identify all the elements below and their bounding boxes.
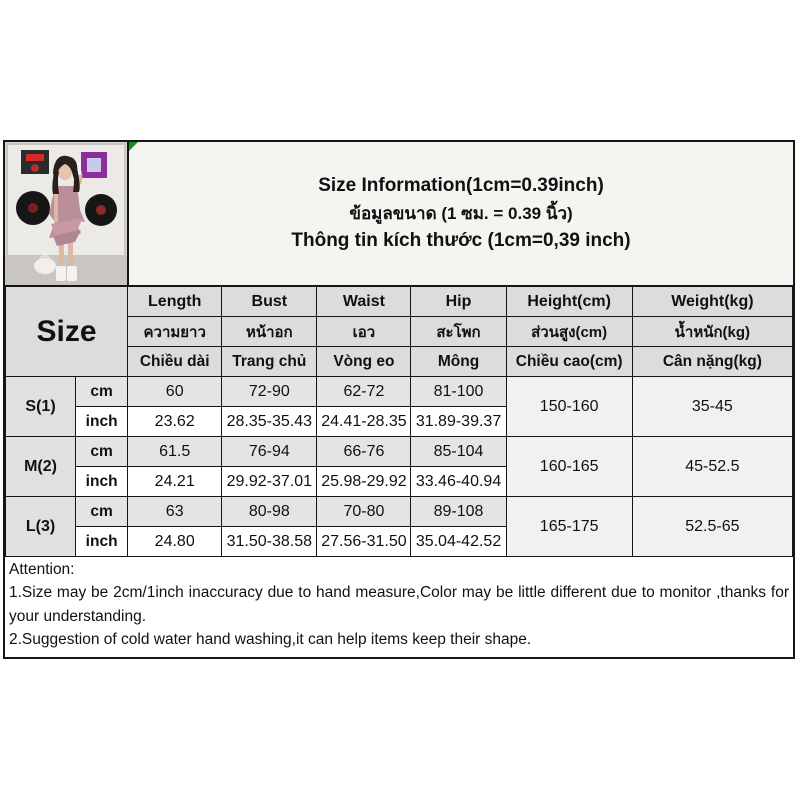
l3-height: 165-175 — [506, 497, 632, 557]
s1-hip-inch: 31.89-39.37 — [411, 407, 506, 437]
l3-bust-cm: 80-98 — [222, 497, 317, 527]
table-row — [6, 377, 793, 407]
m2-hip-cm: 85-104 — [411, 437, 506, 467]
size-chart-sheet — [3, 140, 795, 659]
col-header-bust-vi: Trang chủ — [222, 347, 317, 377]
product-photo — [5, 142, 129, 285]
col-header-length-th: ความยาว — [128, 317, 222, 347]
l3-hip-cm: 89-108 — [411, 497, 506, 527]
col-header-hip-th: สะโพก — [411, 317, 506, 347]
unit-label-cm: cm — [76, 377, 128, 407]
s1-waist-cm: 62-72 — [317, 377, 411, 407]
col-header-height-th: ส่วนสูง(cm) — [506, 317, 632, 347]
row-label-m2: M(2) — [6, 437, 76, 497]
unit-label-inch: inch — [76, 407, 128, 437]
unit-label-cm: cm — [76, 437, 128, 467]
col-header-weight-vi: Cân nặng(kg) — [632, 347, 792, 377]
attention-line-1: 1.Size may be 2cm/1inch inaccuracy due to hand measure,Color may be little different due to monitor ,thanks for your understanding. — [9, 584, 789, 625]
col-header-waist-th: เอว — [317, 317, 411, 347]
product-photo-illustration — [5, 142, 127, 285]
m2-weight: 45-52.5 — [632, 437, 792, 497]
col-header-length-vi: Chiều dài — [128, 347, 222, 377]
attention-line-2: 2.Suggestion of cold water hand washing,it can help items keep their shape. — [9, 630, 532, 648]
l3-weight: 52.5-65 — [632, 497, 792, 557]
l3-waist-inch: 27.56-31.50 — [317, 527, 411, 557]
l3-hip-inch: 35.04-42.52 — [411, 527, 506, 557]
s1-bust-inch: 28.35-35.43 — [222, 407, 317, 437]
size-header-cell: Size — [6, 287, 128, 377]
row-label-l3: L(3) — [6, 497, 76, 557]
m2-bust-inch: 29.92-37.01 — [222, 467, 317, 497]
unit-label-inch: inch — [76, 527, 128, 557]
s1-waist-inch: 24.41-28.35 — [317, 407, 411, 437]
s1-weight: 35-45 — [632, 377, 792, 437]
m2-bust-cm: 76-94 — [222, 437, 317, 467]
attention-notes — [5, 557, 793, 657]
title-block — [129, 142, 793, 285]
unit-label-inch: inch — [76, 467, 128, 497]
table-row — [6, 497, 793, 527]
s1-hip-cm: 81-100 — [411, 377, 506, 407]
col-header-bust-th: หน้าอก — [222, 317, 317, 347]
col-header-bust-en: Bust — [222, 287, 317, 317]
col-header-hip-en: Hip — [411, 287, 506, 317]
s1-height: 150-160 — [506, 377, 632, 437]
s1-bust-cm: 72-90 — [222, 377, 317, 407]
size-table — [5, 286, 793, 557]
top-strip — [5, 142, 793, 286]
table-row — [6, 437, 793, 467]
l3-waist-cm: 70-80 — [317, 497, 411, 527]
l3-bust-inch: 31.50-38.58 — [222, 527, 317, 557]
attention-heading: Attention: — [9, 561, 75, 578]
col-header-waist-en: Waist — [317, 287, 411, 317]
m2-waist-cm: 66-76 — [317, 437, 411, 467]
m2-length-cm: 61.5 — [128, 437, 222, 467]
title-vietnamese: Thông tin kích thước (1cm=0,39 inch) — [291, 230, 631, 251]
l3-length-cm: 63 — [128, 497, 222, 527]
m2-length-inch: 24.21 — [128, 467, 222, 497]
l3-length-inch: 24.80 — [128, 527, 222, 557]
m2-hip-inch: 33.46-40.94 — [411, 467, 506, 497]
m2-waist-inch: 25.98-29.92 — [317, 467, 411, 497]
m2-height: 160-165 — [506, 437, 632, 497]
s1-length-cm: 60 — [128, 377, 222, 407]
title-english: Size Information(1cm=0.39inch) — [318, 175, 604, 196]
col-header-weight-th: น้ำหนัก(kg) — [632, 317, 792, 347]
col-header-waist-vi: Vòng eo — [317, 347, 411, 377]
col-header-height-en: Height(cm) — [506, 287, 632, 317]
row-label-s1: S(1) — [6, 377, 76, 437]
s1-length-inch: 23.62 — [128, 407, 222, 437]
col-header-hip-vi: Mông — [411, 347, 506, 377]
title-thai: ข้อมูลขนาด (1 ซม. = 0.39 นิ้ว) — [349, 204, 573, 223]
col-header-height-vi: Chiều cao(cm) — [506, 347, 632, 377]
col-header-length-en: Length — [128, 287, 222, 317]
excel-corner-marker-icon — [129, 142, 138, 151]
unit-label-cm: cm — [76, 497, 128, 527]
col-header-weight-en: Weight(kg) — [632, 287, 792, 317]
